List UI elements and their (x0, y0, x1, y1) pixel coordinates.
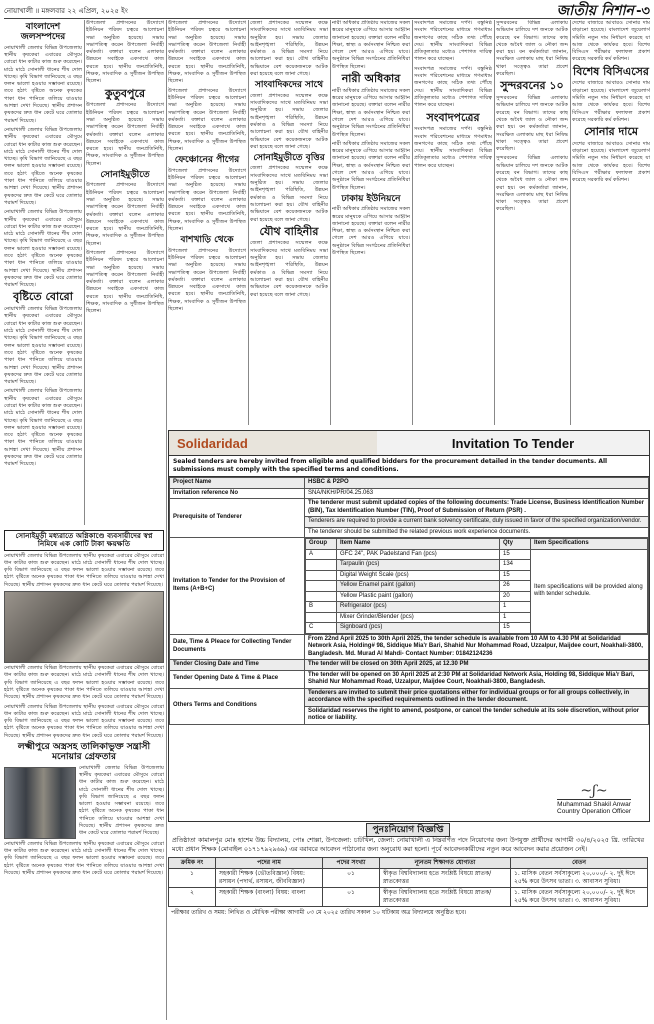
article-text: উপজেলা প্রশাসনের উদ্যোগে ইউনিয়ন পরিষদ চত্বরে আলোচনা সভা অনুষ্ঠিত হয়েছে। সভায় সভাপতিত্ব করেন উপজেলা নির্বাহী কর্মকর্তা। বক্তারা বলেন এলাকার উন্নয়নে সবাইকে একসাথে কাজ করতে হবে। স্থানীয় জনপ্রতিনিধি, শিক্ষক, সাংবাদিক ও সুধীজন উপস্থিত ছিলেন। (86, 20, 164, 85)
article-text: নোয়াখালী জেলার বিভিন্ন উপজেলায় স্থানীয় কৃষকেরা এবারের মৌসুমে বোরো ধান কাটার কাজ শুরু করেছেন। মাঠে মাঠে সোনালী ধানের শীষ দোল খাচ্ছে। কৃষি বিভাগ জানিয়েছে এ বছর ফলন ভালো হওয়ার সম্ভাবনা রয়েছে। তবে হঠাৎ বৃষ্টিতে অনেক কৃষকের পাকা ধান পানিতে তলিয়ে যাওয়ার আশঙ্কা দেখা দিয়েছে। স্থানীয় প্রশাসন কৃষকদের দ্রুত ধান কেটে ঘরে তোলার পরামর্শ দিয়েছে। (4, 840, 164, 876)
page-header (4, 4, 650, 19)
table-row (306, 549, 648, 560)
term-item: Solidaridad reserves the right to amend, postpone, or cancel the tender schedule at its sole discretion, without prior notice or liability. (308, 707, 640, 721)
col-header: পদের নাম (216, 858, 323, 869)
article-text: জেলা প্রশাসকের সম্মেলন কক্ষে সাংবাদিকদের সাথে মতবিনিময় সভা অনুষ্ঠিত হয়। সভায় জেলার আইনশৃঙ্খলা পরিস্থিতি, উন্নয়ন কর্মকাণ্ড ও বিভিন্ন সমস্যা নিয়ে আলোচনা করা হয়। যৌথ বাহিনীর অভিযানে বেশ কয়েকজনকে আটক করা হয়েছে বলে জানা গেছে। (250, 20, 328, 78)
fire-story (4, 528, 164, 1018)
article-text: সংবাদপত্র সমাজের দর্পণ। বস্তুনিষ্ঠ সংবাদ পরিবেশনের মাধ্যমে গণমাধ্যম জনগণের কাছে সঠিক তথ্য পৌঁছে দেয়। স্থানীয় সাংবাদিকরা বিভিন্ন প্রতিকূলতার মধ্যেও পেশাগত দায়িত্ব পালন করে যাচ্ছেন। (414, 126, 492, 169)
item-spec-note: Item specifications will be provided along with tender schedule. (531, 549, 648, 633)
headline: যৌথ বাহিনীর (259, 224, 319, 238)
article-text: নোয়াখালী জেলার বিভিন্ন উপজেলায় স্থানীয় কৃষকেরা এবারের মৌসুমে বোরো ধান কাটার কাজ শুরু করেছেন। মাঠে মাঠে সোনালী ধানের শীষ দোল খাচ্ছে। কৃষি বিভাগ জানিয়েছে এ বছর ফলন ভালো হওয়ার সম্ভাবনা রয়েছে। তবে হঠাৎ বৃষ্টিতে অনেক কৃষকের পাকা ধান পানিতে তলিয়ে যাওয়ার আশঙ্কা দেখা দিয়েছে। স্থানীয় প্রশাসন কৃষকদের দ্রুত ধান কেটে ঘরে তোলার পরামর্শ দিয়েছে। (4, 665, 164, 701)
row-label: Date, Time & Pleace for Collecting Tender Documents (170, 634, 305, 660)
posts-table (168, 857, 648, 907)
table-row (170, 660, 649, 671)
cell-post: সহকারী শিক্ষক (ভৌতবিজ্ঞান) বিষয়: রসায়ন (পদার্থ, রসায়ন, জীববিজ্ঞান) (216, 869, 323, 888)
signer-title: Country Operation Officer (557, 808, 631, 815)
item-qty: 15 (500, 570, 531, 581)
item-qty: 15 (500, 549, 531, 560)
signature-block (557, 783, 631, 815)
column-divider (412, 20, 413, 425)
recruitment-notice (168, 824, 648, 1020)
headline: বিশেষ বিসিএসের (573, 64, 649, 78)
prereq-cell (305, 499, 649, 538)
article-text: সুন্দরবনের বিভিন্ন এলাকায় অভিযান চালিয়ে দশ জনকে আটক করেছে বন বিভাগ। তাদের কাছ থেকে অবৈধ জাল ও নৌকা জব্দ করা হয়। বন কর্মকর্তারা জানান, সংরক্ষিত এলাকায় মাছ ধরা নিষিদ্ধ থাকা সত্ত্বেও তারা প্রবেশ করেছিল। (496, 20, 568, 78)
headline: সুন্দরবনের ১০ (500, 79, 564, 93)
item-group (306, 581, 337, 592)
article-text: উপজেলা প্রশাসনের উদ্যোগে ইউনিয়ন পরিষদ চত্বরে আলোচনা সভা অনুষ্ঠিত হয়েছে। সভায় সভাপতিত্ব করেন উপজেলা নির্বাহী কর্মকর্তা। বক্তারা বলেন এলাকার উন্নয়নে সবাইকে একসাথে কাজ করতে হবে। স্থানীয় জনপ্রতিনিধি, শিক্ষক, সাংবাদিক ও সুধীজন উপস্থিত ছিলেন। (86, 182, 164, 247)
col-header: Group (306, 539, 337, 550)
item-name: Refrigerator (pcs) (337, 602, 500, 613)
cell-qual: স্বীকৃত বিশ্ববিদ্যালয় হতে সংশ্লিষ্ট বিষয়ে স্নাতক/স্নাতকোত্তর (380, 869, 511, 888)
col-header: Qty (500, 539, 531, 550)
article-text: নোয়াখালী জেলার বিভিন্ন উপজেলায় স্থানীয় কৃষকেরা এবারের মৌসুমে বোরো ধান কাটার কাজ শুরু করেছেন। মাঠে মাঠে সোনালী ধানের শীষ দোল খাচ্ছে। কৃষি বিভাগ জানিয়েছে এ বছর ফলন ভালো হওয়ার সম্ভাবনা রয়েছে। তবে হঠাৎ বৃষ্টিতে অনেক কৃষকের পাকা ধান পানিতে তলিয়ে যাওয়ার আশঙ্কা দেখা দিয়েছে। স্থানীয় প্রশাসন কৃষকদের দ্রুত ধান কেটে ঘরে তোলার পরামর্শ দিয়েছে। (4, 703, 164, 739)
article-text: নারী অধিকার প্রতিষ্ঠায় সমাজের সকল স্তরের মানুষকে এগিয়ে আসার আহ্বান জানানো হয়েছে। বক্তারা বলেন নারীর শিক্ষা, স্বাস্থ্য ও কর্মসংস্থান নিশ্চিত করা গেলে দেশ আরও এগিয়ে যাবে। অনুষ্ঠানে বিভিন্ন সংগঠনের প্রতিনিধিরা উপস্থিত ছিলেন। (332, 140, 410, 191)
signer-name: Muhammad Shakil Anwar (557, 801, 631, 808)
row-label: Invitation reference No (170, 488, 305, 499)
cell-sl: ১ (169, 869, 216, 888)
tender-title: Invitation To Tender (377, 431, 649, 455)
headline: সোনার দামে (583, 125, 639, 139)
page-number: -৩ (636, 4, 650, 19)
prereq-item: The tenderer must submit updated copies of the following documents: Trade License, Business Identification Number (BIN), Tax Identification Number (TIN), Proof of Submission of Return (PSR) . (305, 499, 648, 517)
col-header: Item Name (337, 539, 500, 550)
headline: ঢাকায় ইউনিয়নে (341, 193, 401, 204)
article-text: দেশের বাজারে আবারও সোনার দাম বাড়ানো হয়েছে। বাংলাদেশ জুয়েলার্স সমিতি নতুন দাম নির্ধারণ করেছে যা আজ থেকে কার্যকর হবে। বিশেষ বিসিএস পরীক্ষার ফলাফল প্রকাশ করেছে সরকারি কর্ম কমিশন। (572, 140, 650, 184)
column-5 (332, 20, 410, 425)
item-name: Mixer Grinder/Blender (pcs) (337, 612, 500, 623)
item-group (306, 612, 337, 623)
table-header-row (169, 858, 648, 869)
table-row (170, 688, 649, 724)
fire-photo (4, 591, 164, 663)
tender-intro: Sealed tenders are hereby invited from eligible and qualified bidders for the procurement detailed in the tender documents. All submissions must comply with the specified terms and conditions. (169, 456, 649, 477)
cell-post: সহকারী শিক্ষক (বাংলা) বিষয়: বাংলা (216, 888, 323, 907)
item-qty: 26 (500, 581, 531, 592)
items-table (305, 538, 648, 634)
article-text: উপজেলা প্রশাসনের উদ্যোগে ইউনিয়ন পরিষদ চত্বরে আলোচনা সভা অনুষ্ঠিত হয়েছে। সভায় সভাপতিত্ব করেন উপজেলা নির্বাহী কর্মকর্তা। বক্তারা বলেন এলাকার উন্নয়নে সবাইকে একসাথে কাজ করতে হবে। স্থানীয় জনপ্রতিনিধি, শিক্ষক, সাংবাদিক ও সুধীজন উপস্থিত ছিলেন। (86, 102, 164, 167)
item-qty: 134 (500, 560, 531, 571)
item-name: Yellow Enamel paint (gallon) (337, 581, 500, 592)
article-text: দেশের বাজারে আবারও সোনার দাম বাড়ানো হয়েছে। বাংলাদেশ জুয়েলার্স সমিতি নতুন দাম নির্ধারণ করেছে যা আজ থেকে কার্যকর হবে। বিশেষ বিসিএস পরীক্ষার ফলাফল প্রকাশ করেছে সরকারি কর্ম কমিশন। (572, 20, 650, 63)
article-text: দেশের বাজারে আবারও সোনার দাম বাড়ানো হয়েছে। বাংলাদেশ জুয়েলার্স সমিতি নতুন দাম নির্ধারণ করেছে যা আজ থেকে কার্যকর হবে। বিশেষ বিসিএস পরীক্ষার ফলাফল প্রকাশ করেছে সরকারি কর্ম কমিশন। (572, 80, 650, 123)
article-text: নোয়াখালী জেলার বিভিন্ন উপজেলায় স্থানীয় কৃষকেরা এবারের মৌসুমে বোরো ধান কাটার কাজ শুরু করেছেন। মাঠে মাঠে সোনালী ধানের শীষ দোল খাচ্ছে। কৃষি বিভাগ জানিয়েছে এ বছর ফলন ভালো হওয়ার সম্ভাবনা রয়েছে। তবে হঠাৎ বৃষ্টিতে অনেক কৃষকের পাকা ধান পানিতে তলিয়ে যাওয়ার আশঙ্কা দেখা দিয়েছে। স্থানীয় প্রশাসন কৃষকদের দ্রুত ধান কেটে ঘরে তোলার পরামর্শ দিয়েছে। (79, 764, 164, 837)
cell-qual: স্বীকৃত বিশ্ববিদ্যালয় হতে সংশ্লিষ্ট বিষয়ে স্নাতক/স্নাতকোত্তর (380, 888, 511, 907)
article-text: নোয়াখালী জেলার বিভিন্ন উপজেলায় স্থানীয় কৃষকেরা এবারের মৌসুমে বোরো ধান কাটার কাজ শুরু করেছেন। মাঠে মাঠে সোনালী ধানের শীষ দোল খাচ্ছে। কৃষি বিভাগ জানিয়েছে এ বছর ফলন ভালো হওয়ার সম্ভাবনা রয়েছে। তবে হঠাৎ বৃষ্টিতে অনেক কৃষকের পাকা ধান পানিতে তলিয়ে যাওয়ার আশঙ্কা দেখা দিয়েছে। স্থানীয় প্রশাসন কৃষকদের দ্রুত ধান কেটে ঘরে তোলার পরামর্শ দিয়েছে। (4, 44, 82, 124)
item-name: Yellow Plastic paint (gallon) (337, 591, 500, 602)
row-label: Tender Opening Date & Time & Place (170, 670, 305, 688)
cell-count: ০১ (323, 869, 380, 888)
col-header: ন্যূনতম শিক্ষাগত যোগ্যতা (380, 858, 511, 869)
item-name: GFC 24", PAK Padelstand Fan (pcs) (337, 549, 500, 560)
cell-sl: ২ (169, 888, 216, 907)
column-3 (168, 20, 246, 425)
column-divider (84, 20, 85, 525)
table-row (170, 499, 649, 538)
column-8 (572, 20, 650, 425)
table-row (170, 670, 649, 688)
cell-pay: ১. মাসিক বেতন সর্বসাকুল্যে ২০,০০০/- ২. দুই ঈদে ২৫% করে উৎসব ভাতা। ৩. আবাসন সুবিধা। (511, 888, 648, 907)
item-group: B (306, 602, 337, 613)
row-label: Project Name (170, 478, 305, 489)
row-value: The tender will be closed on 30th April 2025, at 12.30 PM (305, 660, 649, 671)
article-text: নারী অধিকার প্রতিষ্ঠায় সমাজের সকল স্তরের মানুষকে এগিয়ে আসার আহ্বান জানানো হয়েছে। বক্তারা বলেন নারীর শিক্ষা, স্বাস্থ্য ও কর্মসংস্থান নিশ্চিত করা গেলে দেশ আরও এগিয়ে যাবে। অনুষ্ঠানে বিভিন্ন সংগঠনের প্রতিনিধিরা উপস্থিত ছিলেন। (332, 206, 410, 256)
headline: সোনাইমুড়ীতে (100, 169, 150, 180)
headline: ফেঞ্চোনের পীগের (174, 155, 240, 166)
item-qty: 15 (500, 623, 531, 634)
column-divider (330, 20, 331, 425)
column-7 (496, 20, 568, 425)
column-2 (86, 20, 164, 525)
article-text: জেলা প্রশাসকের সম্মেলন কক্ষে সাংবাদিকদের সাথে মতবিনিময় সভা অনুষ্ঠিত হয়। সভায় জেলার আইনশৃঙ্খলা পরিস্থিতি, উন্নয়ন কর্মকাণ্ড ও বিভিন্ন সমস্যা নিয়ে আলোচনা করা হয়। যৌথ বাহিনীর অভিযানে বেশ কয়েকজনকে আটক করা হয়েছে বলে জানা গেছে। (250, 240, 328, 298)
row-value: The tender will be opened on 30 April 2025 at 2:30 PM at Solidaridad Network Asia, Holding 98, Siddique Mia'r Bari, Shahid Nur Mohammad Road, Uzzalpur, Maijdee Court, Noakhali-3800, Bangladesh. (305, 670, 649, 688)
prereq-item: The tenderer should be submitted the related previous work experience documents. (308, 528, 531, 535)
tender-header (169, 431, 649, 456)
tender-ad (168, 430, 650, 822)
col-header: ক্রমিক নং (169, 858, 216, 869)
headline: বৃষ্টিতে বোরো (13, 290, 73, 304)
article-text: উপজেলা প্রশাসনের উদ্যোগে ইউনিয়ন পরিষদ চত্বরে আলোচনা সভা অনুষ্ঠিত হয়েছে। সভায় সভাপতিত্ব করেন উপজেলা নির্বাহী কর্মকর্তা। বক্তারা বলেন এলাকার উন্নয়নে সবাইকে একসাথে কাজ করতে হবে। স্থানীয় জনপ্রতিনিধি, শিক্ষক, সাংবাদিক ও সুধীজন উপস্থিত ছিলেন। (168, 20, 246, 85)
notice-title-wrap (168, 826, 648, 834)
item-name: Digital Weight Scale (pcs) (337, 570, 500, 581)
table-row (170, 538, 649, 635)
column-4 (250, 20, 328, 425)
tender-table (169, 477, 649, 725)
column-divider (248, 20, 249, 425)
article-text: উপজেলা প্রশাসনের উদ্যোগে ইউনিয়ন পরিষদ চত্বরে আলোচনা সভা অনুষ্ঠিত হয়েছে। সভায় সভাপতিত্ব করেন উপজেলা নির্বাহী কর্মকর্তা। বক্তারা বলেন এলাকার উন্নয়নে সবাইকে একসাথে কাজ করতে হবে। স্থানীয় জনপ্রতিনিধি, শিক্ষক, সাংবাদিক ও সুধীজন উপস্থিত ছিলেন। (168, 167, 246, 233)
headline: সোনাইমুড়ীতে বৃত্তির (253, 153, 325, 164)
item-name: Signboard (pcs) (337, 623, 500, 634)
row-value: SNA/NKH/PR/04.25.063 (305, 488, 649, 499)
notice-title: পুনঃনিয়োগ বিজ্ঞপ্তি (366, 823, 451, 837)
article-text: জেলা প্রশাসকের সম্মেলন কক্ষে সাংবাদিকদের সাথে মতবিনিময় সভা অনুষ্ঠিত হয়। সভায় জেলার আইনশৃঙ্খলা পরিস্থিতি, উন্নয়ন কর্মকাণ্ড ও বিভিন্ন সমস্যা নিয়ে আলোচনা করা হয়। যৌথ বাহিনীর অভিযানে বেশ কয়েকজনকে আটক করা হয়েছে বলে জানা গেছে। (250, 165, 328, 223)
column-divider (494, 20, 495, 425)
item-group (306, 591, 337, 602)
row-label: Others Terms and Conditions (170, 688, 305, 724)
col-header: Item Specifications (531, 539, 648, 550)
brand-title: জাতীয় নিশান (556, 3, 634, 19)
headline: কুতুবপুরে (104, 86, 145, 100)
article-text: নোয়াখালী জেলার বিভিন্ন উপজেলায় স্থানীয় কৃষকেরা এবারের মৌসুমে বোরো ধান কাটার কাজ শুরু করেছেন। মাঠে মাঠে সোনালী ধানের শীষ দোল খাচ্ছে। কৃষি বিভাগ জানিয়েছে এ বছর ফলন ভালো হওয়ার সম্ভাবনা রয়েছে। তবে হঠাৎ বৃষ্টিতে অনেক কৃষকের পাকা ধান পানিতে তলিয়ে যাওয়ার আশঙ্কা দেখা দিয়েছে। স্থানীয় প্রশাসন কৃষকদের দ্রুত ধান কেটে ঘরে তোলার পরামর্শ দিয়েছে। (4, 306, 82, 386)
column-divider (166, 20, 167, 1020)
row-label: Tender Closing Date and Time (170, 660, 305, 671)
article-text: উপজেলা প্রশাসনের উদ্যোগে ইউনিয়ন পরিষদ চত্বরে আলোচনা সভা অনুষ্ঠিত হয়েছে। সভায় সভাপতিত্ব করেন উপজেলা নির্বাহী কর্মকর্তা। বক্তারা বলেন এলাকার উন্নয়নে সবাইকে একসাথে কাজ করতে হবে। স্থানীয় জনপ্রতিনিধি, শিক্ষক, সাংবাদিক ও সুধীজন উপস্থিত ছিলেন। (168, 87, 246, 153)
notice-body: প্রতিষ্ঠাতা কামালপুর মোঃ হাশেম উচ্চ বিদ্যালয়, পোঃ শোল্লা, উপজেলা: চাটখিল, জেলা: নোয়াখালী এ নিম্নবর্ণিত পদে নিয়োগের জন্য উপযুক্ত প্রার্থীদের আগামী ৩০/৪/২০২৫ খ্রি. তারিখের মধ্যে প্রধান শিক্ষক (মোবাইল ০১৭১৭৯২৯৬৯) এর বরাবরে আবেদন পাঠানোর জন্য অনুরোধ করা হলো। পূর্বে আবেদনকারীদের নতুন করে আবেদন করার প্রয়োজন নেই। (172, 837, 644, 853)
headline: সংবাদপত্রের (426, 110, 480, 124)
row-label: Prerequisite of Tenderer (170, 499, 305, 538)
row-label: Invitation to Tender for the Provision of Items (A+B+C) (170, 538, 305, 635)
column-6 (414, 20, 492, 425)
table-row (170, 488, 649, 499)
cell-pay: ১. মাসিক বেতন সর্বসাকুল্যে ২০,০০০/- ২. দুই ঈদে ২৫% করে উৎসব ভাতা। ৩. আবাসন সুবিধা। (511, 869, 648, 888)
article-text: নোয়াখালী জেলার বিভিন্ন উপজেলায় স্থানীয় কৃষকেরা এবারের মৌসুমে বোরো ধান কাটার কাজ শুরু করেছেন। মাঠে মাঠে সোনালী ধানের শীষ দোল খাচ্ছে। কৃষি বিভাগ জানিয়েছে এ বছর ফলন ভালো হওয়ার সম্ভাবনা রয়েছে। তবে হঠাৎ বৃষ্টিতে অনেক কৃষকের পাকা ধান পানিতে তলিয়ে যাওয়ার আশঙ্কা দেখা দিয়েছে। স্থানীয় প্রশাসন কৃষকদের দ্রুত ধান কেটে ঘরে তোলার পরামর্শ দিয়েছে। (4, 388, 82, 468)
table-row (170, 634, 649, 660)
row-value: HSBC & P2PO (305, 478, 649, 489)
headline: লক্ষ্মীপুরে অস্ত্রসহ তালিকাভুক্ত সন্ত্রাসী মনোয়ার গ্রেফতার (17, 742, 151, 763)
item-group (306, 560, 337, 571)
table-row (169, 869, 648, 888)
headline: সাংবাদিকদের সাথে (254, 80, 324, 91)
article-text: নোয়াখালী জেলার বিভিন্ন উপজেলায় স্থানীয় কৃষকেরা এবারের মৌসুমে বোরো ধান কাটার কাজ শুরু করেছেন। মাঠে মাঠে সোনালী ধানের শীষ দোল খাচ্ছে। কৃষি বিভাগ জানিয়েছে এ বছর ফলন ভালো হওয়ার সম্ভাবনা রয়েছে। তবে হঠাৎ বৃষ্টিতে অনেক কৃষকের পাকা ধান পানিতে তলিয়ে যাওয়ার আশঙ্কা দেখা দিয়েছে। স্থানীয় প্রশাসন কৃষকদের দ্রুত ধান কেটে ঘরে তোলার পরামর্শ দিয়েছে। (4, 552, 164, 588)
item-qty: 1 (500, 602, 531, 613)
item-qty: 20 (500, 591, 531, 602)
table-row (169, 888, 648, 907)
article-text: নারী অধিকার প্রতিষ্ঠায় সমাজের সকল স্তরের মানুষকে এগিয়ে আসার আহ্বান জানানো হয়েছে। বক্তারা বলেন নারীর শিক্ষা, স্বাস্থ্য ও কর্মসংস্থান নিশ্চিত করা গেলে দেশ আরও এগিয়ে যাবে। অনুষ্ঠানে বিভিন্ন সংগঠনের প্রতিনিধিরা উপস্থিত ছিলেন। (332, 20, 410, 70)
item-group (306, 570, 337, 581)
header-dateline: নোয়াখালী ॥ মঙ্গলবার ২২ এপ্রিল, ২০২৫ ইং (4, 7, 128, 15)
item-group: A (306, 549, 337, 560)
article-text: জেলা প্রশাসকের সম্মেলন কক্ষে সাংবাদিকদের সাথে মতবিনিময় সভা অনুষ্ঠিত হয়। সভায় জেলার আইনশৃঙ্খলা পরিস্থিতি, উন্নয়ন কর্মকাণ্ড ও বিভিন্ন সমস্যা নিয়ে আলোচনা করা হয়। যৌথ বাহিনীর অভিযানে বেশ কয়েকজনকে আটক করা হয়েছে বলে জানা গেছে। (250, 92, 328, 150)
article-text: নোয়াখালী জেলার বিভিন্ন উপজেলায় স্থানীয় কৃষকেরা এবারের মৌসুমে বোরো ধান কাটার কাজ শুরু করেছেন। মাঠে মাঠে সোনালী ধানের শীষ দোল খাচ্ছে। কৃষি বিভাগ জানিয়েছে এ বছর ফলন ভালো হওয়ার সম্ভাবনা রয়েছে। তবে হঠাৎ বৃষ্টিতে অনেক কৃষকের পাকা ধান পানিতে তলিয়ে যাওয়ার আশঙ্কা দেখা দিয়েছে। স্থানীয় প্রশাসন কৃষকদের দ্রুত ধান কেটে ঘরে তোলার পরামর্শ দিয়েছে। (4, 209, 82, 289)
others-cell (305, 688, 649, 724)
table-row (170, 478, 649, 489)
col-header: বেতন (511, 858, 648, 869)
arrest-photo (4, 767, 76, 839)
article-text: উপজেলা প্রশাসনের উদ্যোগে ইউনিয়ন পরিষদ চত্বরে আলোচনা সভা অনুষ্ঠিত হয়েছে। সভায় সভাপতিত্ব করেন উপজেলা নির্বাহী কর্মকর্তা। বক্তারা বলেন এলাকার উন্নয়নে সবাইকে একসাথে কাজ করতে হবে। স্থানীয় জনপ্রতিনিধি, শিক্ষক, সাংবাদিক ও সুধীজন উপস্থিত ছিলেন। (168, 247, 246, 313)
article-text: নোয়াখালী জেলার বিভিন্ন উপজেলায় স্থানীয় কৃষকেরা এবারের মৌসুমে বোরো ধান কাটার কাজ শুরু করেছেন। মাঠে মাঠে সোনালী ধানের শীষ দোল খাচ্ছে। কৃষি বিভাগ জানিয়েছে এ বছর ফলন ভালো হওয়ার সম্ভাবনা রয়েছে। তবে হঠাৎ বৃষ্টিতে অনেক কৃষকের পাকা ধান পানিতে তলিয়ে যাওয়ার আশঙ্কা দেখা দিয়েছে। স্থানীয় প্রশাসন কৃষকদের দ্রুত ধান কেটে ঘরে তোলার পরামর্শ দিয়েছে। (4, 126, 82, 206)
article-text: নারী অধিকার প্রতিষ্ঠায় সমাজের সকল স্তরের মানুষকে এগিয়ে আসার আহ্বান জানানো হয়েছে। বক্তারা বলেন নারীর শিক্ষা, স্বাস্থ্য ও কর্মসংস্থান নিশ্চিত করা গেলে দেশ আরও এগিয়ে যাবে। অনুষ্ঠানে বিভিন্ন সংগঠনের প্রতিনিধিরা উপস্থিত ছিলেন। (332, 87, 410, 138)
notice-footer: পরীক্ষার তারিখ ও সময়: লিখিত ও মৌখিক পরীক্ষা আগামী ০৩ মে ২০২৫ তারিখ সকাল ১০ ঘটিকায় অত্র বিদ্যালয়ে অনুষ্ঠিত হবে। (171, 910, 467, 916)
article-text: উপজেলা প্রশাসনের উদ্যোগে ইউনিয়ন পরিষদ চত্বরে আলোচনা সভা অনুষ্ঠিত হয়েছে। সভায় সভাপতিত্ব করেন উপজেলা নির্বাহী কর্মকর্তা। বক্তারা বলেন এলাকার উন্নয়নে সবাইকে একসাথে কাজ করতে হবে। স্থানীয় জনপ্রতিনিধি, শিক্ষক, সাংবাদিক ও সুধীজন উপস্থিত ছিলেন। (86, 250, 164, 315)
article-text: সুন্দরবনের বিভিন্ন এলাকায় অভিযান চালিয়ে দশ জনকে আটক করেছে বন বিভাগ। তাদের কাছ থেকে অবৈধ জাল ও নৌকা জব্দ করা হয়। বন কর্মকর্তারা জানান, সংরক্ষিত এলাকায় মাছ ধরা নিষিদ্ধ থাকা সত্ত্বেও তারা প্রবেশ করেছিল। (496, 95, 568, 153)
article-text: সংবাদপত্র সমাজের দর্পণ। বস্তুনিষ্ঠ সংবাদ পরিবেশনের মাধ্যমে গণমাধ্যম জনগণের কাছে সঠিক তথ্য পৌঁছে দেয়। স্থানীয় সাংবাদিকরা বিভিন্ন প্রতিকূলতার মধ্যেও পেশাগত দায়িত্ব পালন করে যাচ্ছেন। (414, 20, 492, 63)
article-text: সুন্দরবনের বিভিন্ন এলাকায় অভিযান চালিয়ে দশ জনকে আটক করেছে বন বিভাগ। তাদের কাছ থেকে অবৈধ জাল ও নৌকা জব্দ করা হয়। বন কর্মকর্তারা জানান, সংরক্ষিত এলাকায় মাছ ধরা নিষিদ্ধ থাকা সত্ত্বেও তারা প্রবেশ করেছিল। (496, 155, 568, 213)
headline: সোনাইমুড়ী মধ্যরাতে অগ্নিকাণ্ডে ব্যবসায়ীদের স্বপ্ন নিমিষে এক কোটি টাকা ক্ষয়ক্ষতি (4, 530, 164, 551)
items-header-row (306, 539, 648, 550)
items-cell (305, 538, 649, 635)
row-value: From 22nd April 2025 to 30th April 2025, the tender schedule is available from 10 AM to 4.30 PM at Solidaridad Network Asia, Holding# 98, Siddique Mia'r Bari, Shahid Nur Mohammad Road, Uzzalpur, Maijdee court, Noakhali-3800, Bangladesh. Md. Murad Al Mahdi- Contact Number: 01842124236 (305, 634, 649, 660)
item-group: C (306, 623, 337, 634)
term-item: Tenderers are invited to submit their price quotations either for individual groups or for all groups collectively, in accordance with the specified requirements outlined in the tender document. (305, 689, 648, 707)
item-name: Tarpaulin (pcs) (337, 560, 500, 571)
signature-mark: ~ʃ~ (580, 783, 608, 799)
headline: বাশখাড়ি থেকে (180, 235, 234, 246)
item-qty: 1 (500, 612, 531, 623)
article-text: সংবাদপত্র সমাজের দর্পণ। বস্তুনিষ্ঠ সংবাদ পরিবেশনের মাধ্যমে গণমাধ্যম জনগণের কাছে সঠিক তথ্য পৌঁছে দেয়। স্থানীয় সাংবাদিকরা বিভিন্ন প্রতিকূলতার মধ্যেও পেশাগত দায়িত্ব পালন করে যাচ্ছেন। (414, 65, 492, 109)
prereq-item: Tenderers are required to provide a current bank solvency certificate, duly issued in favor of the specified organization/vendor. (305, 517, 648, 528)
solidaridad-logo: Solidaridad (169, 431, 377, 455)
headline: বাংলাদেশ জলসম্পদের (20, 22, 66, 43)
col-header: পদের সংখ্যা (323, 858, 380, 869)
cell-count: ০১ (323, 888, 380, 907)
column-divider (570, 20, 571, 425)
headline: নারী অধিকার (341, 72, 401, 86)
